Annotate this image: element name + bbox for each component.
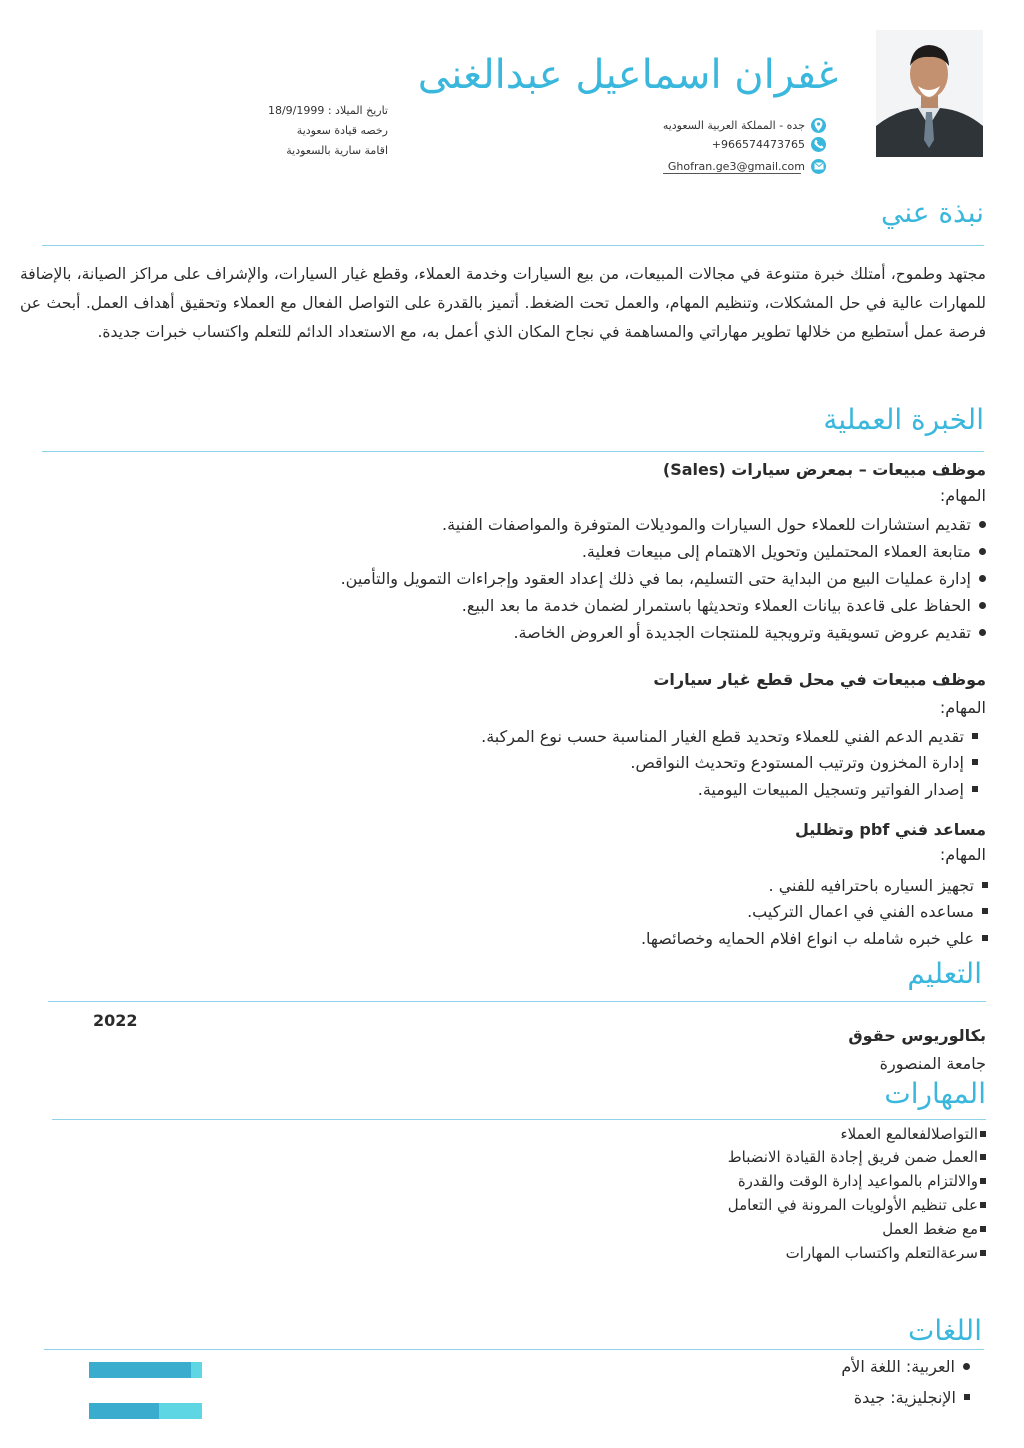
- bullet: [980, 1154, 986, 1160]
- skill-item: مع ضغط العمل: [882, 1218, 986, 1240]
- bullet: [979, 629, 986, 636]
- language-level-bar-arabic: [89, 1362, 202, 1378]
- bullet: [972, 733, 978, 739]
- email-icon: [811, 159, 826, 174]
- task-item: إصدار الفواتير وتسجيل المبيعات اليومية.: [698, 777, 978, 801]
- bullet: [980, 1226, 986, 1232]
- skill-item: سرعةالتعلم واكتساب المهارات: [786, 1242, 986, 1264]
- languages-divider: [44, 1349, 984, 1350]
- skill-item: والالتزام بالمواعيد إدارة الوقت والقدرة: [738, 1170, 986, 1192]
- contact-location: [663, 116, 826, 134]
- bullet: [982, 935, 988, 941]
- bullet: [964, 1394, 970, 1400]
- languages-title: اللغات: [908, 1314, 982, 1347]
- bullet: [972, 759, 978, 765]
- skill-item: على تنظيم الأولويات المرونة في التعامل: [728, 1194, 986, 1216]
- tasks-label: المهام:: [939, 845, 986, 864]
- bullet: [982, 882, 988, 888]
- bullet: [972, 786, 978, 792]
- language-level-fill: [89, 1362, 191, 1378]
- about-text: مجتهد وطموح، أمتلك خبرة متنوعة في مجالات المبيعات، من بيع السيارات وخدمة العملاء، وقطع غيار السيارات، والإشراف على مراكز الصيانة، بالإضافة للمهارات عالية في حل المشكلات، وتنظيم المهام، والعمل تحت الضغط. أتميز بالقدرة على التواصل الفعال مع العملاء وتحقيق أهداف العمل. أبحث عن فرصة عمل أستطيع من خلالها تطوير مهاراتي والمساهمة في نجاح المكان الذي أعمل به، مع الاستعداد الدائم للتعلم واكتساب خبرات جديدة.: [20, 265, 986, 341]
- tasks-label: المهام:: [939, 698, 986, 717]
- birth-date: تاريخ الميلاد : 18/9/1999: [267, 104, 388, 117]
- tasks-label: المهام:: [939, 486, 986, 505]
- job-title-parts-sales: موظف مبيعات في محل قطع غيار سيارات: [653, 670, 986, 689]
- bullet: [980, 1178, 986, 1184]
- location-text: جده - المملكة العربية السعوديه: [662, 118, 805, 132]
- contact-phone: [712, 135, 826, 153]
- language-level-bar-english: [89, 1403, 202, 1419]
- location-pin-icon: [811, 118, 826, 133]
- about-title: نبذة عني: [880, 196, 984, 229]
- bullet: [979, 521, 986, 528]
- driving-license: رخصه قيادة سعودية: [296, 124, 388, 137]
- task-item: إدارة المخزون وترتيب المستودع وتحديث النواقص.: [630, 750, 978, 774]
- task-item: تقديم استشارات للعملاء حول السيارات والموديلات المتوفرة والمواصفات الفنية.: [442, 512, 986, 536]
- task-item: إدارة عمليات البيع من البداية حتى التسليم، بما في ذلك إعداد العقود وإجراءات التمويل والتأمين.: [341, 566, 986, 590]
- bullet: [980, 1131, 986, 1137]
- bullet: [979, 575, 986, 582]
- full-name: غفران اسماعيل عبدالغنى: [417, 52, 838, 98]
- task-item: الحفاظ على قاعدة بيانات العملاء وتحديثها باستمرار لضمان خدمة ما بعد البيع.: [462, 593, 986, 617]
- phone-text[interactable]: +966574473765: [711, 137, 805, 151]
- residency-status: اقامة سارية بالسعودية: [286, 144, 388, 157]
- task-item: علي خبره شامله ب انواع افلام الحمايه وخصائصها.: [641, 926, 988, 950]
- phone-icon: [811, 137, 826, 152]
- experience-divider: [42, 451, 984, 452]
- personal-info: [268, 101, 388, 161]
- language-level-fill: [89, 1403, 159, 1419]
- email-text[interactable]: Ghofran.ge3@gmail.com: [667, 159, 805, 173]
- bullet: [980, 1202, 986, 1208]
- task-item: تجهيز السياره باحترافيه للفني .: [769, 873, 988, 897]
- language-item-english: الإنجليزية: جيدة: [854, 1385, 970, 1409]
- language-item-arabic: العربية: اللغة الأم: [841, 1354, 970, 1378]
- bullet: [979, 548, 986, 555]
- experience-title: الخبرة العملية: [823, 403, 984, 436]
- profile-photo: [876, 30, 983, 157]
- job-title-technician: مساعد فني pbf وتظليل: [794, 820, 986, 839]
- email-underline: [663, 173, 801, 174]
- task-item: متابعة العملاء المحتملين وتحويل الاهتمام إلى مبيعات فعلية.: [582, 539, 986, 563]
- bullet: [963, 1363, 970, 1370]
- about-divider: [42, 245, 984, 246]
- task-item: مساعده الفني في اعمال التركيب.: [747, 899, 988, 923]
- bullet: [979, 602, 986, 609]
- skill-item: التواصلالفعالمع العملاء: [841, 1123, 986, 1145]
- education-divider: [48, 1001, 986, 1002]
- skills-title: المهارات: [884, 1077, 986, 1110]
- task-item: تقديم عروض تسويقية وترويجية للمنتجات الجديدة أو العروض الخاصة.: [513, 620, 986, 644]
- skills-divider: [52, 1119, 986, 1120]
- bullet: [980, 1250, 986, 1256]
- education-year: 2022: [93, 1011, 138, 1030]
- job-title-car-sales: موظف مبيعات – بمعرض سيارات (Sales): [662, 460, 986, 479]
- education-title: التعليم: [907, 957, 982, 990]
- education-university: جامعة المنصورة: [879, 1054, 986, 1073]
- education-degree: بكالوريوس حقوق: [848, 1026, 986, 1045]
- skill-item: العمل ضمن فريق إجادة القيادة الانضباط: [728, 1146, 986, 1168]
- bullet: [982, 908, 988, 914]
- task-item: تقديم الدعم الفني للعملاء وتحديد قطع الغيار المناسبة حسب نوع المركبة.: [481, 724, 978, 748]
